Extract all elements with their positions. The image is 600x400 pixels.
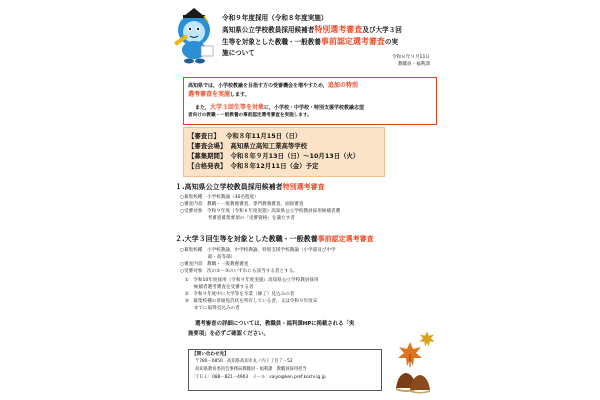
contact-tel-email: ＴＥＬ：088－821－4903 メール：saiyo@ken.pref.kochi.lg.jp: [195, 375, 326, 380]
section2-line: までに取得見込みの者: [180, 306, 240, 311]
footer-note-line2: 施要項」を必ずご確認ください。: [188, 331, 269, 337]
mascot-icon: [168, 6, 218, 66]
section1-heading: １.高知県公立学校教員採用候補者特別選考審査: [175, 183, 325, 191]
section2-line: 候補者選考審査を受審する者: [180, 285, 254, 290]
section2-line: ○審査内容 教職・一般教養審査: [180, 262, 249, 267]
autumn-leaf-icon: [418, 330, 436, 348]
contact-title: 【問い合わせ先】: [192, 352, 229, 357]
section1-line: ○審査内容 教職・一般教養審査，専門教養審査，面接審査: [180, 202, 304, 207]
intro-paragraph-2b: 者向けの教職・一般教養の事前認定選考審査を実施します。: [188, 113, 312, 118]
section2-heading: ２.大学３回生等を対象とした教職・一般教養事前認定選考審査: [175, 235, 374, 243]
contact-office: 高知県教育委員会事務局教職員・福利課 教職員採用担当: [195, 367, 307, 372]
title-line3: 生等を対象とした教職・一般教養事前認定選考審査の実: [222, 37, 399, 46]
contact-postal: 〒780－0850 高知県高知市丸ノ内１丁目７－52: [195, 359, 293, 364]
intro-paragraph-1b: 選考審査を実施します。: [188, 91, 250, 98]
title-line2: 高知県公立学校教員採用候補者特別選考審査及び大学３回: [222, 25, 402, 34]
section2-line: 部・高等部）: [180, 255, 236, 260]
issue-date: 令和８年９月11日: [391, 55, 430, 60]
intro-paragraph-2: また，大学３回生等を対象に，小学校・中学校・特別支援学校教諭志望: [195, 104, 365, 111]
intro-paragraph-1: 高知県では，小学校教諭を目指す方の受審機会を増やすため，追加の特別: [188, 82, 358, 89]
title-line4: 施について: [222, 49, 255, 57]
section1-line: ○募集校種 小学校教諭（30名程度）: [180, 195, 259, 200]
section2-line: ○受審対象 次の①～③のいずれにも該当する者とする。: [180, 269, 298, 274]
schedule-row: 【審査日】 令和８年11月15日（日）: [188, 132, 302, 140]
section1-line: 考審査募集要項の「受審資格」を満たす者: [180, 216, 295, 221]
section2-line: ② 令和９年度中に大学等を卒業（修了）見込みの者: [180, 292, 295, 297]
schedule-row: 【募集期間】 令和８年９月13日（日）～10月13日（火）: [188, 152, 360, 160]
section2-line: ① 令和10年度採用（令和９年度実施）高知県公立学校教員採用: [180, 278, 319, 283]
issuing-department: 教職員・福利課: [397, 62, 430, 67]
title-line1: 令和９年度採用（令和８年度実施）: [222, 14, 328, 22]
schedule-row: 【審査会場】 高知県立高知工業高等学校: [188, 142, 308, 150]
section2-line: ③ 募集校種の普通免許状を所有している者，又は令和９年度末: [180, 299, 318, 304]
footer-note-line1: 選考審査の詳細については，教職員・福利課HPに掲載される「実: [195, 321, 355, 327]
chestnut-icon: [392, 368, 434, 394]
section1-line: ○受審対象 令和９年度（令和８年度実施）高知県公立学校教員採用候補者選: [180, 209, 341, 214]
section2-line: ○募集校種 小学校教諭，中学校教諭，特別支援学校教諭（小学部及び中学: [180, 248, 336, 253]
schedule-row: 【合格発表】 令和８年12月11日（金）予定: [188, 162, 319, 170]
